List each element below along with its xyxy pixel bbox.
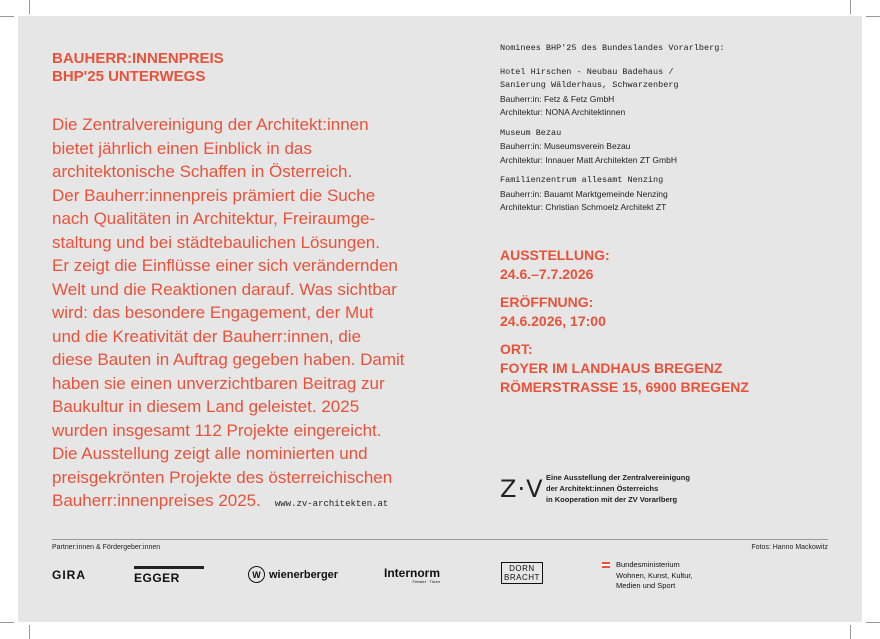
opening-block <box>500 293 840 331</box>
ministry-logo <box>602 560 693 592</box>
zv-credit-line: der Architekt:innen Österreichs <box>546 484 659 493</box>
nominees-list <box>500 42 840 222</box>
nominee-item <box>500 127 840 168</box>
crop-mark <box>29 625 30 639</box>
title-line-2: BHP'25 UNTERWEGS <box>52 68 206 85</box>
intro-line: Die Ausstellung zeigt alle nominierten und <box>52 444 368 463</box>
intro-line: architektonische Schaffen in Österreich. <box>52 162 353 181</box>
opening-label: ERÖFFNUNG: <box>500 294 594 310</box>
egger-logo <box>134 566 204 585</box>
intro-text <box>52 113 432 517</box>
intro-line: Baukultur in diesem Land geleistet. 2025 <box>52 397 360 416</box>
intro-line: staltung und bei städtebaulichen Lösungen. <box>52 232 380 252</box>
ministry-line: Bundesministerium <box>616 560 680 569</box>
partners-label: Partner:innen & Fördergeber:innen <box>52 544 161 551</box>
crop-mark <box>0 16 14 17</box>
exhibition-dates: 24.6.–7.7.2026 <box>500 266 594 282</box>
footer-divider <box>52 539 828 540</box>
egger-logo-text: EGGER <box>134 571 180 585</box>
crop-mark <box>866 16 880 17</box>
zv-credit-line: Eine Ausstellung der Zentralvereinigung <box>546 473 690 482</box>
exhibition-label: AUSSTELLUNG: <box>500 247 610 263</box>
crop-mark <box>866 622 880 623</box>
ministry-logo-text <box>616 560 693 592</box>
dornbracht-logo-text: BRACHT <box>504 573 540 582</box>
nominee-architect: Architektur: NONA Architektinnen <box>500 107 626 117</box>
place-label: ORT: <box>500 341 533 357</box>
place-block <box>500 340 840 397</box>
dornbracht-logo-text: DORN <box>509 564 535 573</box>
nominee-project: Familienzentrum allesamt Nenzing <box>500 175 664 185</box>
flyer-card <box>18 16 862 622</box>
place-venue: FOYER IM LANDHAUS BREGENZ <box>500 360 723 376</box>
internorm-logo <box>384 566 440 584</box>
nominee-project: Museum Bezau <box>500 127 562 138</box>
intro-line: wird: das besondere Engagement, der Mut <box>52 303 374 322</box>
internorm-logo-subtext: Fenster · Türen <box>412 579 441 584</box>
intro-line: wurden insgesamt 112 Projekte eingereicht. <box>52 420 382 440</box>
crop-mark <box>29 0 30 14</box>
intro-line: diese Bauten in Auftrag gegeben haben. Damit <box>52 350 405 369</box>
place-address: RÖMERSTRASSE 15, 6900 BREGENZ <box>500 379 749 395</box>
austria-flag-icon <box>602 562 610 568</box>
egger-logo-bar <box>134 566 204 569</box>
dornbracht-logo <box>501 562 543 584</box>
exhibition-block <box>500 246 840 284</box>
nominee-architect: Architektur: Christian Schmoelz Architekt ZT <box>500 202 667 212</box>
gira-logo: GIRA <box>52 568 86 582</box>
nominee-client: Bauherr:in: Bauamt Marktgemeinde Nenzing <box>500 188 668 199</box>
wienerberger-logo-text: wienerberger <box>269 568 339 581</box>
photo-credit: Fotos: Hanno Mackowitz <box>751 544 828 551</box>
intro-line: preisgekrönten Projekte des österreichischen <box>52 467 393 487</box>
intro-line: Welt und die Reaktionen darauf. Was sichtbar <box>52 279 397 299</box>
zv-credit-line: in Kooperation mit der ZV Vorarlberg <box>546 495 678 504</box>
zv-logo: Z·V <box>500 474 544 503</box>
nominees-heading: Nominees BHP'25 des Bundeslandes Vorarlberg: <box>500 43 725 53</box>
intro-line: haben sie einen unverzichtbaren Beitrag zur <box>52 373 385 393</box>
ministry-line: Medien und Sport <box>616 581 676 590</box>
ministry-line: Wohnen, Kunst, Kultur, <box>616 570 693 580</box>
intro-line: nach Qualitäten in Architektur, Freiraumge- <box>52 209 376 228</box>
intro-line: Die Zentralvereinigung der Architekt:innen <box>52 115 369 134</box>
crop-mark <box>0 622 14 623</box>
intro-line: bietet jährlich einen Einblick in das <box>52 138 312 158</box>
nominee-architect: Architektur: Innauer Matt Architekten ZT GmbH <box>500 154 677 165</box>
crop-mark <box>850 0 851 14</box>
nominee-item <box>500 66 840 120</box>
title-line-1: BAUHERR:INNENPREIS <box>52 50 224 67</box>
intro-line: Bauherr:innenpreises 2025. <box>52 491 261 510</box>
nominee-project: Sanierung Wälderhaus, Schwarzenberg <box>500 80 679 90</box>
nominee-item <box>500 174 840 215</box>
wienerberger-logo <box>248 566 338 583</box>
internorm-logo-text: Internorm <box>384 566 441 580</box>
website-link[interactable]: www.zv-architekten.at <box>274 499 389 509</box>
crop-mark <box>850 625 851 639</box>
opening-datetime: 24.6.2026, 17:00 <box>500 313 606 329</box>
intro-line: Er zeigt die Einflüsse einer sich verändernden <box>52 256 398 275</box>
partner-logos <box>52 562 828 602</box>
intro-line: und die Kreativität der Bauherr:innen, die <box>52 326 362 346</box>
nominee-project: Hotel Hirschen - Neubau Badehaus / <box>500 66 674 77</box>
nominee-client: Bauherr:in: Museumsverein Bezau <box>500 141 631 151</box>
wienerberger-mark-icon: W <box>248 566 265 583</box>
event-info <box>500 246 840 406</box>
nominee-client: Bauherr:in: Fetz & Fetz GmbH <box>500 93 615 104</box>
zv-credit-text <box>546 472 690 505</box>
zv-credit <box>500 472 690 505</box>
intro-line: Der Bauherr:innenpreis prämiert die Suche <box>52 185 376 205</box>
flyer-title <box>52 50 224 86</box>
